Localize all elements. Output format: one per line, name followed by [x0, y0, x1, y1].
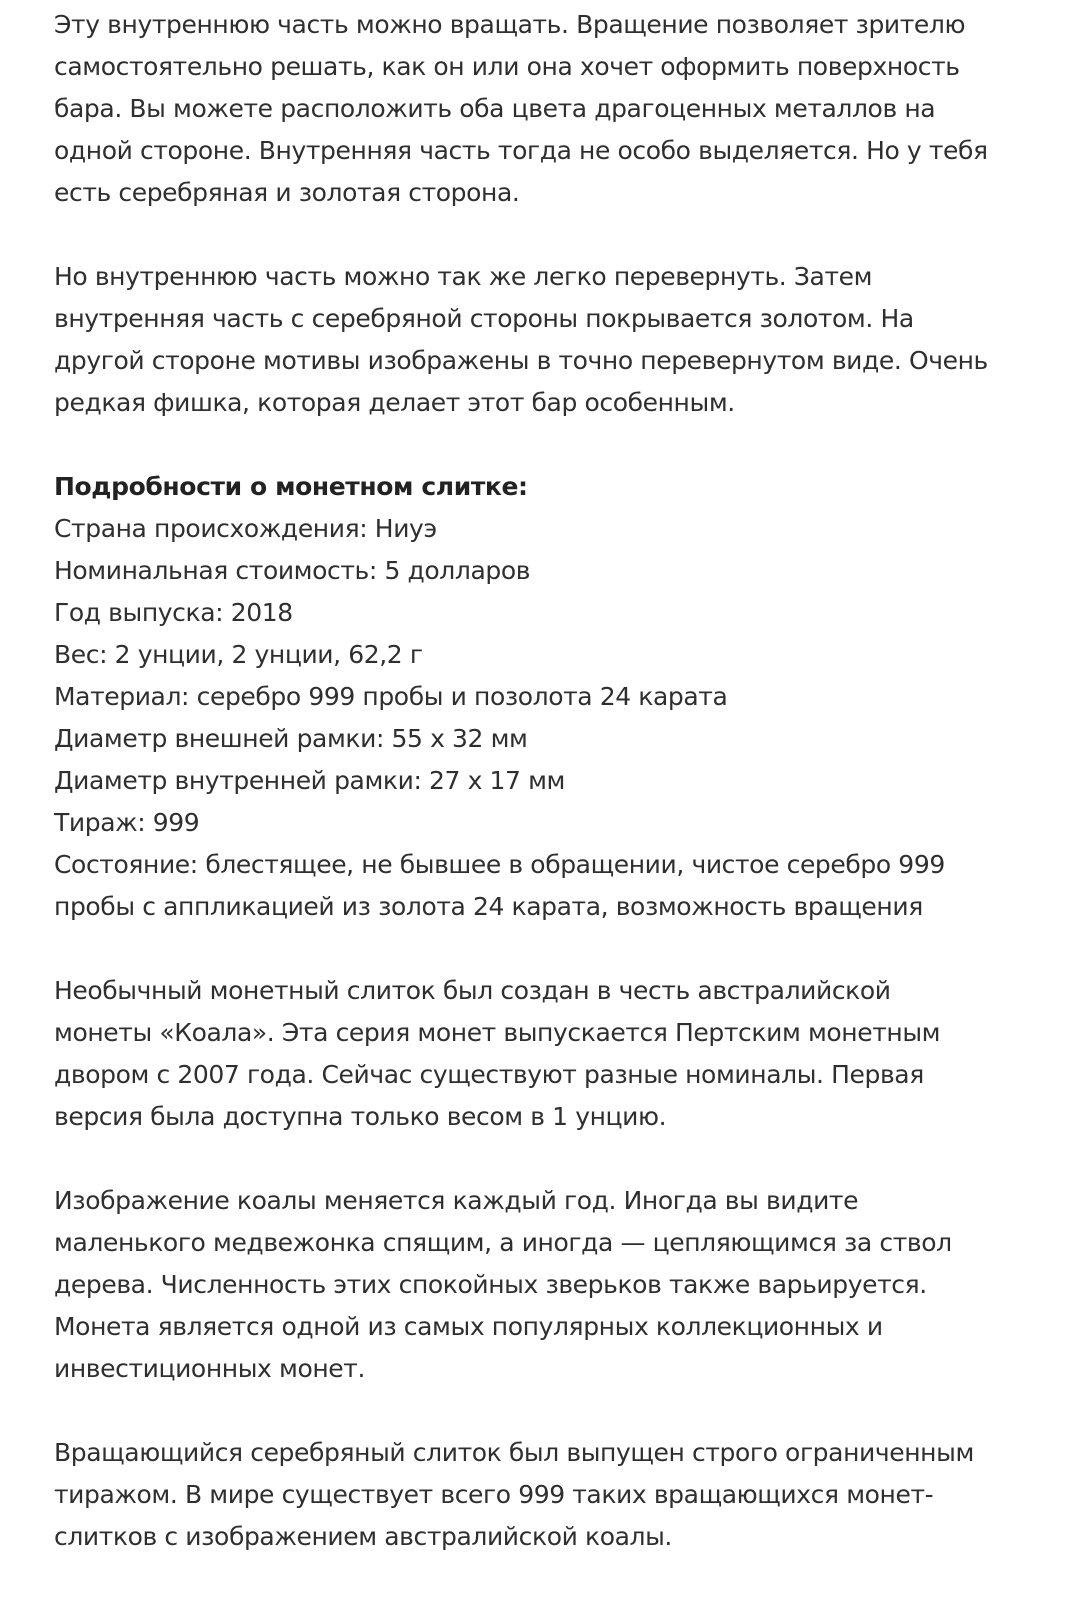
- text-line: бара. Вы можете расположить оба цвета драгоценных металлов на: [54, 94, 936, 123]
- text-line: тиражом. В мире существует всего 999 таких вращающихся монет-: [54, 1480, 934, 1509]
- detail-face-value: Номинальная стоимость: 5 долларов: [54, 556, 531, 585]
- paragraph-spacer: [54, 424, 1064, 466]
- text-line: есть серебряная и золотая сторона.: [54, 178, 520, 207]
- text-line: Изображение коалы меняется каждый год. Иногда вы видите: [54, 1186, 859, 1215]
- detail-inner-frame: Диаметр внутренней рамки: 27 x 17 мм: [54, 766, 566, 795]
- text-line: Необычный монетный слиток был создан в честь австралийской: [54, 976, 891, 1005]
- paragraph-spacer: [54, 928, 1064, 970]
- text-line: слитков с изображением австралийской коалы.: [54, 1522, 672, 1551]
- paragraph-spacer: [54, 1138, 1064, 1180]
- detail-mintage: Тираж: 999: [54, 808, 200, 837]
- paragraph-koala-series: [54, 970, 1064, 1138]
- detail-material: Материал: серебро 999 пробы и позолота 24 карата: [54, 682, 728, 711]
- paragraph-flip: [54, 256, 1064, 424]
- text-line: Монета является одной из самых популярных коллекционных и: [54, 1312, 883, 1341]
- detail-condition-cont: пробы с аппликацией из золота 24 карата, возможность вращения: [54, 892, 923, 921]
- text-line: самостоятельно решать, как он или она хочет оформить поверхность: [54, 52, 960, 81]
- text-line: Эту внутреннюю часть можно вращать. Вращение позволяет зрителю: [54, 10, 966, 39]
- text-line: монеты «Коала». Эта серия монет выпускается Пертским монетным: [54, 1018, 941, 1047]
- paragraph-spacer: [54, 214, 1064, 256]
- text-line: другой стороне мотивы изображены в точно перевернутом виде. Очень: [54, 346, 988, 375]
- detail-country: Страна происхождения: Ниуэ: [54, 514, 437, 543]
- paragraph-rotation: [54, 4, 1064, 214]
- detail-outer-frame: Диаметр внешней рамки: 55 x 32 мм: [54, 724, 528, 753]
- text-line: Вращающийся серебряный слиток был выпущен строго ограниченным: [54, 1438, 974, 1467]
- text-line: Но внутреннюю часть можно так же легко перевернуть. Затем: [54, 262, 873, 291]
- text-line: версия была доступна только весом в 1 унцию.: [54, 1102, 667, 1131]
- text-line: маленького медвежонка спящим, а иногда — цепляющимся за ствол: [54, 1228, 952, 1257]
- text-line: внутренняя часть с серебряной стороны покрывается золотом. На: [54, 304, 914, 333]
- paragraph-limited-edition: [54, 1432, 1064, 1558]
- detail-weight: Вес: 2 унции, 2 унции, 62,2 г: [54, 640, 423, 669]
- detail-condition: Состояние: блестящее, не бывшее в обращении, чистое серебро 999: [54, 850, 945, 879]
- text-line: редкая фишка, которая делает этот бар особенным.: [54, 388, 735, 417]
- details-heading: Подробности о монетном слитке:: [54, 472, 528, 501]
- text-line: инвестиционных монет.: [54, 1354, 365, 1383]
- article-body: [54, 0, 1064, 1558]
- text-line: одной стороне. Внутренняя часть тогда не особо выделяется. Но у тебя: [54, 136, 988, 165]
- detail-year: Год выпуска: 2018: [54, 598, 293, 627]
- text-line: двором с 2007 года. Сейчас существуют разные номиналы. Первая: [54, 1060, 924, 1089]
- text-line: дерева. Численность этих спокойных зверьков также варьируется.: [54, 1270, 927, 1299]
- paragraph-koala-image: [54, 1180, 1064, 1390]
- details-list: [54, 466, 1064, 928]
- paragraph-spacer: [54, 1390, 1064, 1432]
